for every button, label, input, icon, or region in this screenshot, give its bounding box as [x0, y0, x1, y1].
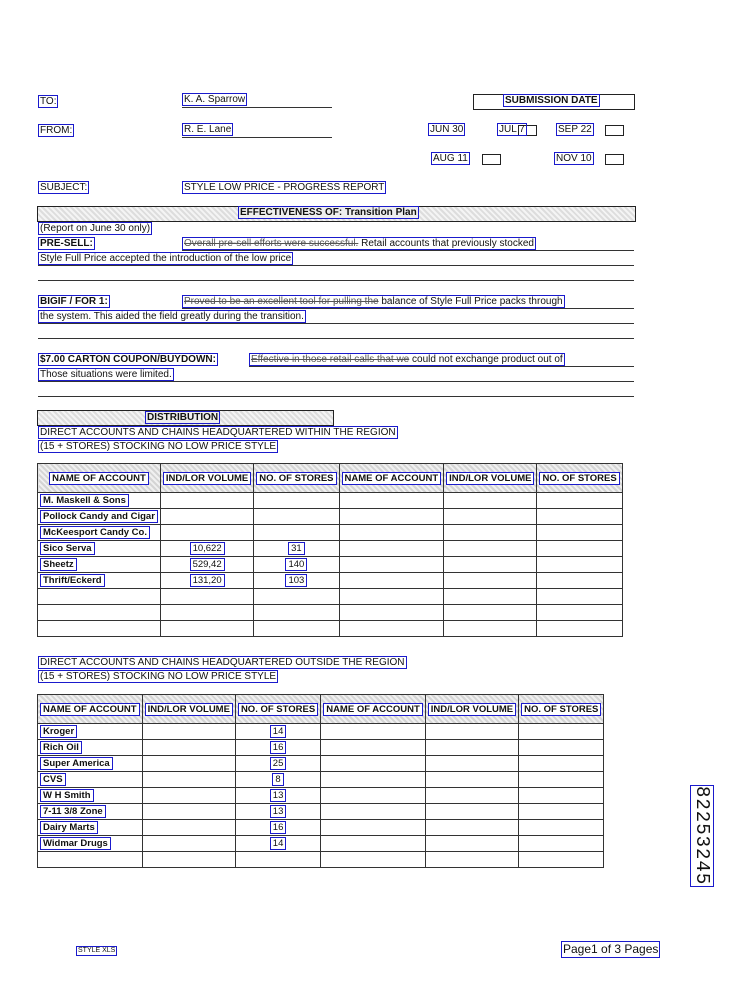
subject-label: SUBJECT: — [40, 182, 88, 193]
document-number: 82253245 — [691, 786, 713, 886]
table-row: Rich Oil 16 — [38, 740, 604, 756]
header-ind-lor-volume: IND/LOR VOLUME — [142, 695, 235, 724]
section1-line2: (15 + STORES) STOCKING NO LOW PRICE STYLE — [40, 441, 277, 452]
table-row: Sheetz 529,42 140 — [38, 557, 623, 573]
table-row: Widmar Drugs 14 — [38, 836, 604, 852]
table-row — [38, 605, 623, 621]
submission-date-label: SUBMISSION DATE — [505, 95, 598, 106]
date-option-aug[interactable]: AUG 11 — [433, 153, 468, 164]
bigif-struck: Proved to be an excellent tool for pulling the — [184, 296, 379, 307]
table-row: Super America 25 — [38, 756, 604, 772]
date-checkbox-aug[interactable] — [482, 154, 501, 165]
section2-line2: (15 + STORES) STOCKING NO LOW PRICE STYLE — [40, 671, 277, 682]
bigif-label: BIGIF / FOR 1: — [40, 296, 108, 307]
report-note: (Report on June 30 only) — [40, 223, 151, 234]
table-row: 7-11 3/8 Zone 13 — [38, 804, 604, 820]
date-option-jul[interactable]: JUL 7 — [499, 124, 525, 135]
header-ind-lor-volume-2: IND/LOR VOLUME — [425, 695, 518, 724]
carton-line2: Those situations were limited. — [40, 369, 172, 380]
presell-line2: Style Full Price accepted the introduction of the low price — [40, 253, 292, 264]
table-row: McKeesport Candy Co. — [38, 525, 623, 541]
header-name-of-account-2: NAME OF ACCOUNT — [321, 695, 426, 724]
bigif-line1 — [182, 295, 565, 308]
table-row — [38, 589, 623, 605]
header-name-of-account: NAME OF ACCOUNT — [38, 464, 161, 493]
header-no-of-stores: NO. OF STORES — [254, 464, 339, 493]
section1-line1: DIRECT ACCOUNTS AND CHAINS HEADQUARTERED WITHIN THE REGION — [40, 427, 396, 438]
table-row: Pollock Candy and Cigar — [38, 509, 623, 525]
presell-rest: Retail accounts that previously stocked — [361, 238, 534, 249]
from-label: FROM: — [40, 125, 73, 136]
table-row: Kroger 14 — [38, 724, 604, 740]
accounts-table-outside — [37, 694, 604, 868]
table-row: W H Smith 13 — [38, 788, 604, 804]
carton-label: $7.00 CARTON COUPON/BUYDOWN: — [40, 354, 216, 365]
subject-value: STYLE LOW PRICE - PROGRESS REPORT — [184, 182, 385, 193]
to-label: TO: — [40, 96, 57, 107]
section2-line1: DIRECT ACCOUNTS AND CHAINS HEADQUARTERED OUTSIDE THE REGION — [40, 657, 405, 668]
presell-label: PRE-SELL: — [40, 238, 93, 249]
date-option-sep[interactable]: SEP 22 — [558, 124, 592, 135]
bigif-rest: balance of Style Full Price packs through — [381, 296, 563, 307]
footer-tag: STYLE XLS — [78, 947, 116, 954]
date-checkbox-sep[interactable] — [605, 125, 624, 136]
effectiveness-title: EFFECTIVENESS OF: Transition Plan — [240, 207, 417, 218]
presell-struck: Overall pre-sell efforts were successful. — [184, 238, 359, 249]
table-row — [38, 621, 623, 637]
header-no-of-stores-2: NO. OF STORES — [519, 695, 604, 724]
date-option-jun[interactable]: JUN 30 — [430, 124, 464, 135]
to-value: K. A. Sparrow — [184, 94, 246, 105]
bigif-line2: the system. This aided the field greatly during the transition. — [40, 311, 304, 322]
distribution-title: DISTRIBUTION — [147, 412, 219, 423]
carton-struck: Effective in those retail calls that we — [251, 354, 410, 365]
carton-rest: could not exchange product out of — [412, 354, 563, 365]
presell-line1 — [182, 237, 536, 250]
header-ind-lor-volume: IND/LOR VOLUME — [160, 464, 253, 493]
accounts-table-within — [37, 463, 623, 637]
table-row: Dairy Marts 16 — [38, 820, 604, 836]
table-row — [38, 852, 604, 868]
page-info: Page1 of 3 Pages — [563, 942, 659, 956]
table-row: M. Maskell & Sons — [38, 493, 623, 509]
table-row: Sico Serva 10,622 31 — [38, 541, 623, 557]
carton-line1 — [249, 353, 565, 366]
date-option-nov[interactable]: NOV 10 — [556, 153, 592, 164]
date-checkbox-nov[interactable] — [605, 154, 624, 165]
header-no-of-stores: NO. OF STORES — [235, 695, 320, 724]
table-row: Thrift/Eckerd 131,20 103 — [38, 573, 623, 589]
header-name-of-account: NAME OF ACCOUNT — [38, 695, 143, 724]
from-value: R. E. Lane — [184, 124, 232, 135]
header-ind-lor-volume-2: IND/LOR VOLUME — [444, 464, 537, 493]
table-row: CVS 8 — [38, 772, 604, 788]
header-no-of-stores-2: NO. OF STORES — [537, 464, 622, 493]
header-name-of-account-2: NAME OF ACCOUNT — [339, 464, 444, 493]
